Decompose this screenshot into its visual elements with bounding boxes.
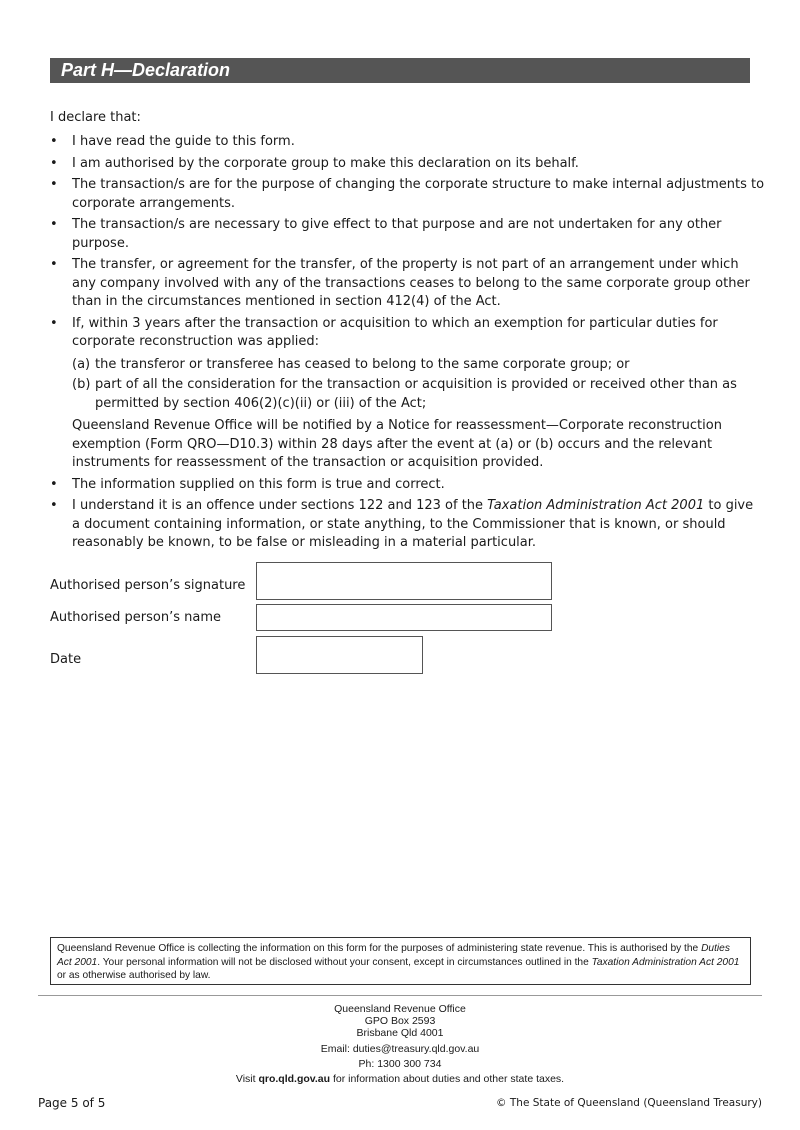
list-item: • If, within 3 years after the transaction or acquisition to which an exemption for particular duties for corporate reconstruction was applied: (a) the transferor or transferee has ceased to belong to the same corporate group; or (b) part of all the consideration for the transaction or acquisition is provided or received other than as permitted by section 406(2)(c)(ii) or (iii) of the Act; Queensland Revenue Office will be notified by a Notice for reassessment—Corporate reconstruction exemption (Form QRO—D10.3) within 28 days after the event at (a) or (b) occurs and the relevant instruments for reassessment of the transaction or acquisition provided. bbox=[50, 315, 765, 473]
list-item: • I have read the guide to this form. bbox=[50, 133, 765, 152]
list-item: • The information supplied on this form is true and correct. bbox=[50, 476, 765, 495]
declaration-intro: I declare that: bbox=[50, 110, 141, 125]
office-name: Queensland Revenue Office bbox=[334, 1003, 466, 1015]
page-number: Page 5 of 5 bbox=[38, 1096, 106, 1110]
bullet-icon: • bbox=[50, 257, 58, 272]
signature-field[interactable] bbox=[256, 562, 552, 600]
bullet-icon: • bbox=[50, 155, 58, 171]
duties-act: Duties Act 2001 bbox=[57, 943, 730, 968]
bullet-icon: • bbox=[50, 217, 58, 232]
bullet-icon: • bbox=[50, 498, 58, 513]
bullet-icon: • bbox=[50, 134, 58, 149]
bullet-icon: • bbox=[50, 476, 58, 492]
sub-item-letter: (a) bbox=[72, 356, 91, 372]
office-city: Brisbane Qld 4001 bbox=[356, 1027, 444, 1039]
copyright: © The State of Queensland (Queensland Treasury) bbox=[496, 1097, 762, 1109]
website-link[interactable]: qro.qld.gov.au bbox=[258, 1073, 331, 1085]
website-line: Visit qro.qld.gov.au for information about duties and other state taxes. bbox=[235, 1073, 565, 1085]
list-item: • The transfer, or agreement for the transfer, of the property is not part of an arrangement under which any company involved with any of the transactions ceases to belong to the same corporate group other than in the circumstances mentioned in section 412(4) of the Act. bbox=[50, 257, 750, 309]
date-label: Date bbox=[50, 652, 82, 667]
list-item: • I understand it is an offence under sections 122 and 123 of the Taxation Administration Act 2001 to give a document containing information, or state anything, to the Commissioner that is known, or should reasonably be known, to be false or misleading in a material particular. bbox=[50, 498, 754, 550]
list-item: • I am authorised by the corporate group to make this declaration on its behalf. bbox=[50, 155, 765, 174]
signature-label: Authorised person’s signature bbox=[50, 578, 246, 593]
footer-divider bbox=[38, 995, 762, 996]
list-item: • The transaction/s are necessary to give effect to that purpose and are not undertaken for any other purpose. bbox=[50, 217, 722, 251]
declaration-list bbox=[50, 133, 765, 556]
section-header bbox=[50, 58, 750, 83]
sub-item-letter: (b) bbox=[72, 377, 91, 392]
sub-list-item: (b) part of all the consideration for the transaction or acquisition is provided or received other than as permitted by section 406(2)(c)(ii) or (iii) of the Act; bbox=[72, 377, 737, 411]
office-phone: Ph: 1300 300 734 bbox=[358, 1058, 442, 1070]
reassessment-note: Queensland Revenue Office will be notified by a Notice for reassessment—Corporate reconstruction exemption (Form QRO—D10.3) within 28 days after the event at (a) or (b) occurs and the relevant instruments for reassessment of the transaction or acquisition provided. bbox=[72, 418, 722, 470]
bullet-icon: • bbox=[50, 315, 58, 331]
name-field[interactable] bbox=[256, 604, 552, 631]
sub-list-item: (a) the transferor or transferee has ceased to belong to the same corporate group; or bbox=[72, 356, 765, 375]
office-email: Email: duties@treasury.qld.gov.au bbox=[320, 1043, 480, 1055]
date-field[interactable] bbox=[256, 636, 423, 674]
office-box: GPO Box 2593 bbox=[364, 1015, 436, 1027]
sub-list bbox=[72, 356, 765, 414]
privacy-notice: Queensland Revenue Office is collecting the information on this form for the purposes of administering state revenue. This is authorised by the Duties Act 2001. Your personal information will not be disclosed without your consent, except in circumstances outlined in the Taxation Administration Act 2001 or as otherwise authorised by law. bbox=[50, 937, 751, 985]
bullet-icon: • bbox=[50, 177, 58, 192]
list-item: • The transaction/s are for the purpose of changing the corporate structure to make internal adjustments to corporate arrangements. bbox=[50, 177, 765, 211]
tax-admin-act: Taxation Administration Act 2001 bbox=[591, 956, 740, 968]
section-title: Part H—Declaration bbox=[61, 60, 231, 80]
act-title: Taxation Administration Act 2001 bbox=[487, 498, 705, 513]
name-label: Authorised person’s name bbox=[50, 610, 221, 625]
